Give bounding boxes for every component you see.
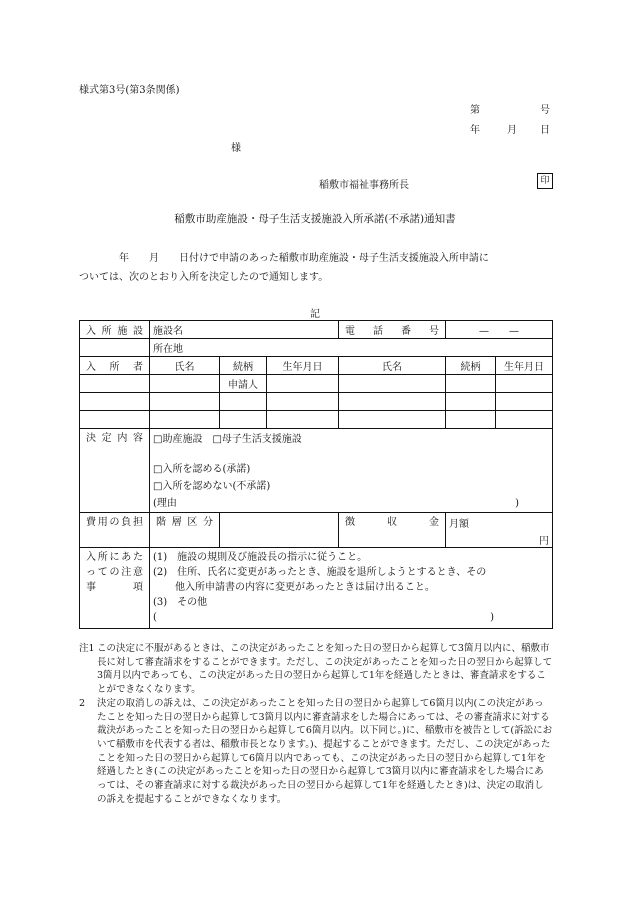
checkbox-boshi: □母子生活支援施設 bbox=[212, 434, 302, 445]
ki-heading: 記 bbox=[310, 309, 320, 320]
issuer-name: 稲敷市福祉事務所長 bbox=[319, 180, 409, 191]
facility-label-cont bbox=[80, 339, 150, 357]
footnote-2-number: 2 bbox=[79, 697, 86, 709]
seal-stamp: 印 bbox=[537, 173, 553, 189]
resident-birth-cell-2 bbox=[496, 393, 553, 411]
applicant-label: 申請人 bbox=[220, 375, 267, 393]
col-birthdate-2: 生年月日 bbox=[496, 357, 553, 375]
resident-relation-cell-2 bbox=[446, 375, 496, 393]
date-day: 日 bbox=[540, 125, 550, 136]
col-name-2: 氏名 bbox=[339, 357, 446, 375]
caution-2b: 他入所申請書の内容に変更があったときは届け出ること。 bbox=[175, 582, 435, 593]
resident-relation-cell-2 bbox=[446, 393, 496, 411]
phone-value: — — bbox=[446, 321, 553, 339]
resident-name-cell bbox=[150, 411, 220, 429]
body-line-1: 年 月 日付けで申請のあった稲敷市助産施設・母子生活支援施設入所申請に bbox=[119, 253, 489, 264]
number-suffix: 号 bbox=[540, 105, 550, 116]
resident-cell bbox=[80, 393, 150, 411]
resident-relation-cell-2 bbox=[446, 411, 496, 429]
footnote-1-text: この決定に不服があるときは、この決定があったことを知った日の翌日から起算して3箇月以内に、稲敷市長に対して審査請求をすることができます。ただし、この決定があったことを知った日の翌日から起算して3箇月以内であっても、この決定があった日の翌日から起算して1年を経過したときは、審査請求をすることができなくなります。 bbox=[97, 643, 553, 696]
caution-3: (3) その他 bbox=[153, 597, 208, 608]
cost-label: 費用の負担 bbox=[80, 513, 150, 548]
resident-name-cell bbox=[150, 375, 220, 393]
collect-label: 徴収金 bbox=[339, 513, 446, 548]
facility-name-label: 施設名 bbox=[150, 321, 339, 339]
yen-label: 円 bbox=[539, 536, 550, 547]
resident-birth-cell bbox=[267, 411, 339, 429]
notes-content bbox=[150, 548, 553, 629]
checkbox-deny: □入所を認めない(不承諾) bbox=[153, 481, 271, 492]
resident-name-cell-2 bbox=[339, 411, 446, 429]
addressee-honorific: 様 bbox=[231, 143, 241, 154]
footnote-1-number: 注1 bbox=[79, 643, 95, 654]
address-label: 所在地 bbox=[150, 339, 553, 357]
date-month: 月 bbox=[507, 125, 517, 136]
col-relation-1: 続柄 bbox=[220, 357, 267, 375]
resident-birth-cell bbox=[267, 375, 339, 393]
date-year: 年 bbox=[470, 125, 480, 136]
number-prefix: 第 bbox=[470, 105, 480, 116]
form-number: 様式第3号(第3条関係) bbox=[79, 85, 180, 96]
phone-label: 電話番号 bbox=[339, 321, 446, 339]
resident-name-cell bbox=[150, 393, 220, 411]
decision-label: 決定内容 bbox=[80, 429, 150, 513]
resident-name-cell-2 bbox=[339, 393, 446, 411]
reason-close: ) bbox=[515, 498, 520, 509]
col-birthdate-1: 生年月日 bbox=[267, 357, 339, 375]
footnotes bbox=[79, 642, 553, 806]
monthly-label: 月額 bbox=[449, 519, 470, 530]
caution-2a: (2) 住所、氏名に変更があったとき、施設を退所しようとするとき、その bbox=[153, 567, 487, 578]
monthly-amount bbox=[446, 513, 553, 548]
caution-1: (1) 施設の規則及び施設長の指示に従うこと。 bbox=[153, 552, 368, 563]
body-line-2: ついては、次のとおり入所を決定したので通知します。 bbox=[79, 272, 329, 283]
footnote-2-text: 決定の取消しの訴えは、この決定があったことを知った日の翌日から起算して6箇月以内(この決定があったことを知った日の翌日から起算して3箇月以内に審査請求をした場合にあっては、その審査請求に対する裁決があったことを知った日の翌日から起算して6箇月以内。以下同じ。)に、稲敷市を被告として(訴訟において稲敷市を代表する者は、稲敷市長となります。)、提起することができます。ただし、この決定があったことを知った日の翌日から起算して6箇月以内であっても、この決定があった日の翌日から起算して1年を経過したとき(この決定があったことを知った日の翌日から起算して3箇月以内に審査請求をした場合にあっては、その審査請求に対する裁決があった日の翌日から起算して1年を経過したとき)は、決定の取消しの訴えを提起することができなくなります。 bbox=[97, 697, 553, 805]
footnote-2 bbox=[79, 697, 553, 807]
col-name-1: 氏名 bbox=[150, 357, 220, 375]
resident-cell bbox=[80, 411, 150, 429]
checkbox-josan: □助産施設 bbox=[153, 434, 203, 445]
resident-name-cell-2 bbox=[339, 375, 446, 393]
reason-open: (理由 bbox=[153, 498, 177, 509]
tier-label: 階層区分 bbox=[150, 513, 220, 548]
decision-content bbox=[150, 429, 553, 513]
resident-relation-cell bbox=[220, 411, 267, 429]
caution-3-open: ( bbox=[153, 612, 157, 623]
resident-birth-cell bbox=[267, 393, 339, 411]
resident-birth-cell-2 bbox=[496, 375, 553, 393]
resident-cell bbox=[80, 375, 150, 393]
caution-3-close: ) bbox=[490, 612, 495, 623]
resident-birth-cell-2 bbox=[496, 411, 553, 429]
notes-label: 入所にあたっての注意事項 bbox=[80, 548, 150, 629]
decision-table bbox=[79, 320, 553, 629]
facility-label: 入所施設 bbox=[80, 321, 150, 339]
footnote-1 bbox=[79, 642, 553, 697]
resident-label: 入所者 bbox=[80, 357, 150, 375]
col-relation-2: 続柄 bbox=[446, 357, 496, 375]
tier-value bbox=[220, 513, 339, 548]
checkbox-approve: □入所を認める(承諾) bbox=[153, 464, 251, 475]
document-title: 稲敷市助産施設・母子生活支援施設入所承諾(不承諾)通知書 bbox=[174, 213, 456, 225]
resident-relation-cell bbox=[220, 393, 267, 411]
body-paragraph bbox=[79, 249, 553, 287]
